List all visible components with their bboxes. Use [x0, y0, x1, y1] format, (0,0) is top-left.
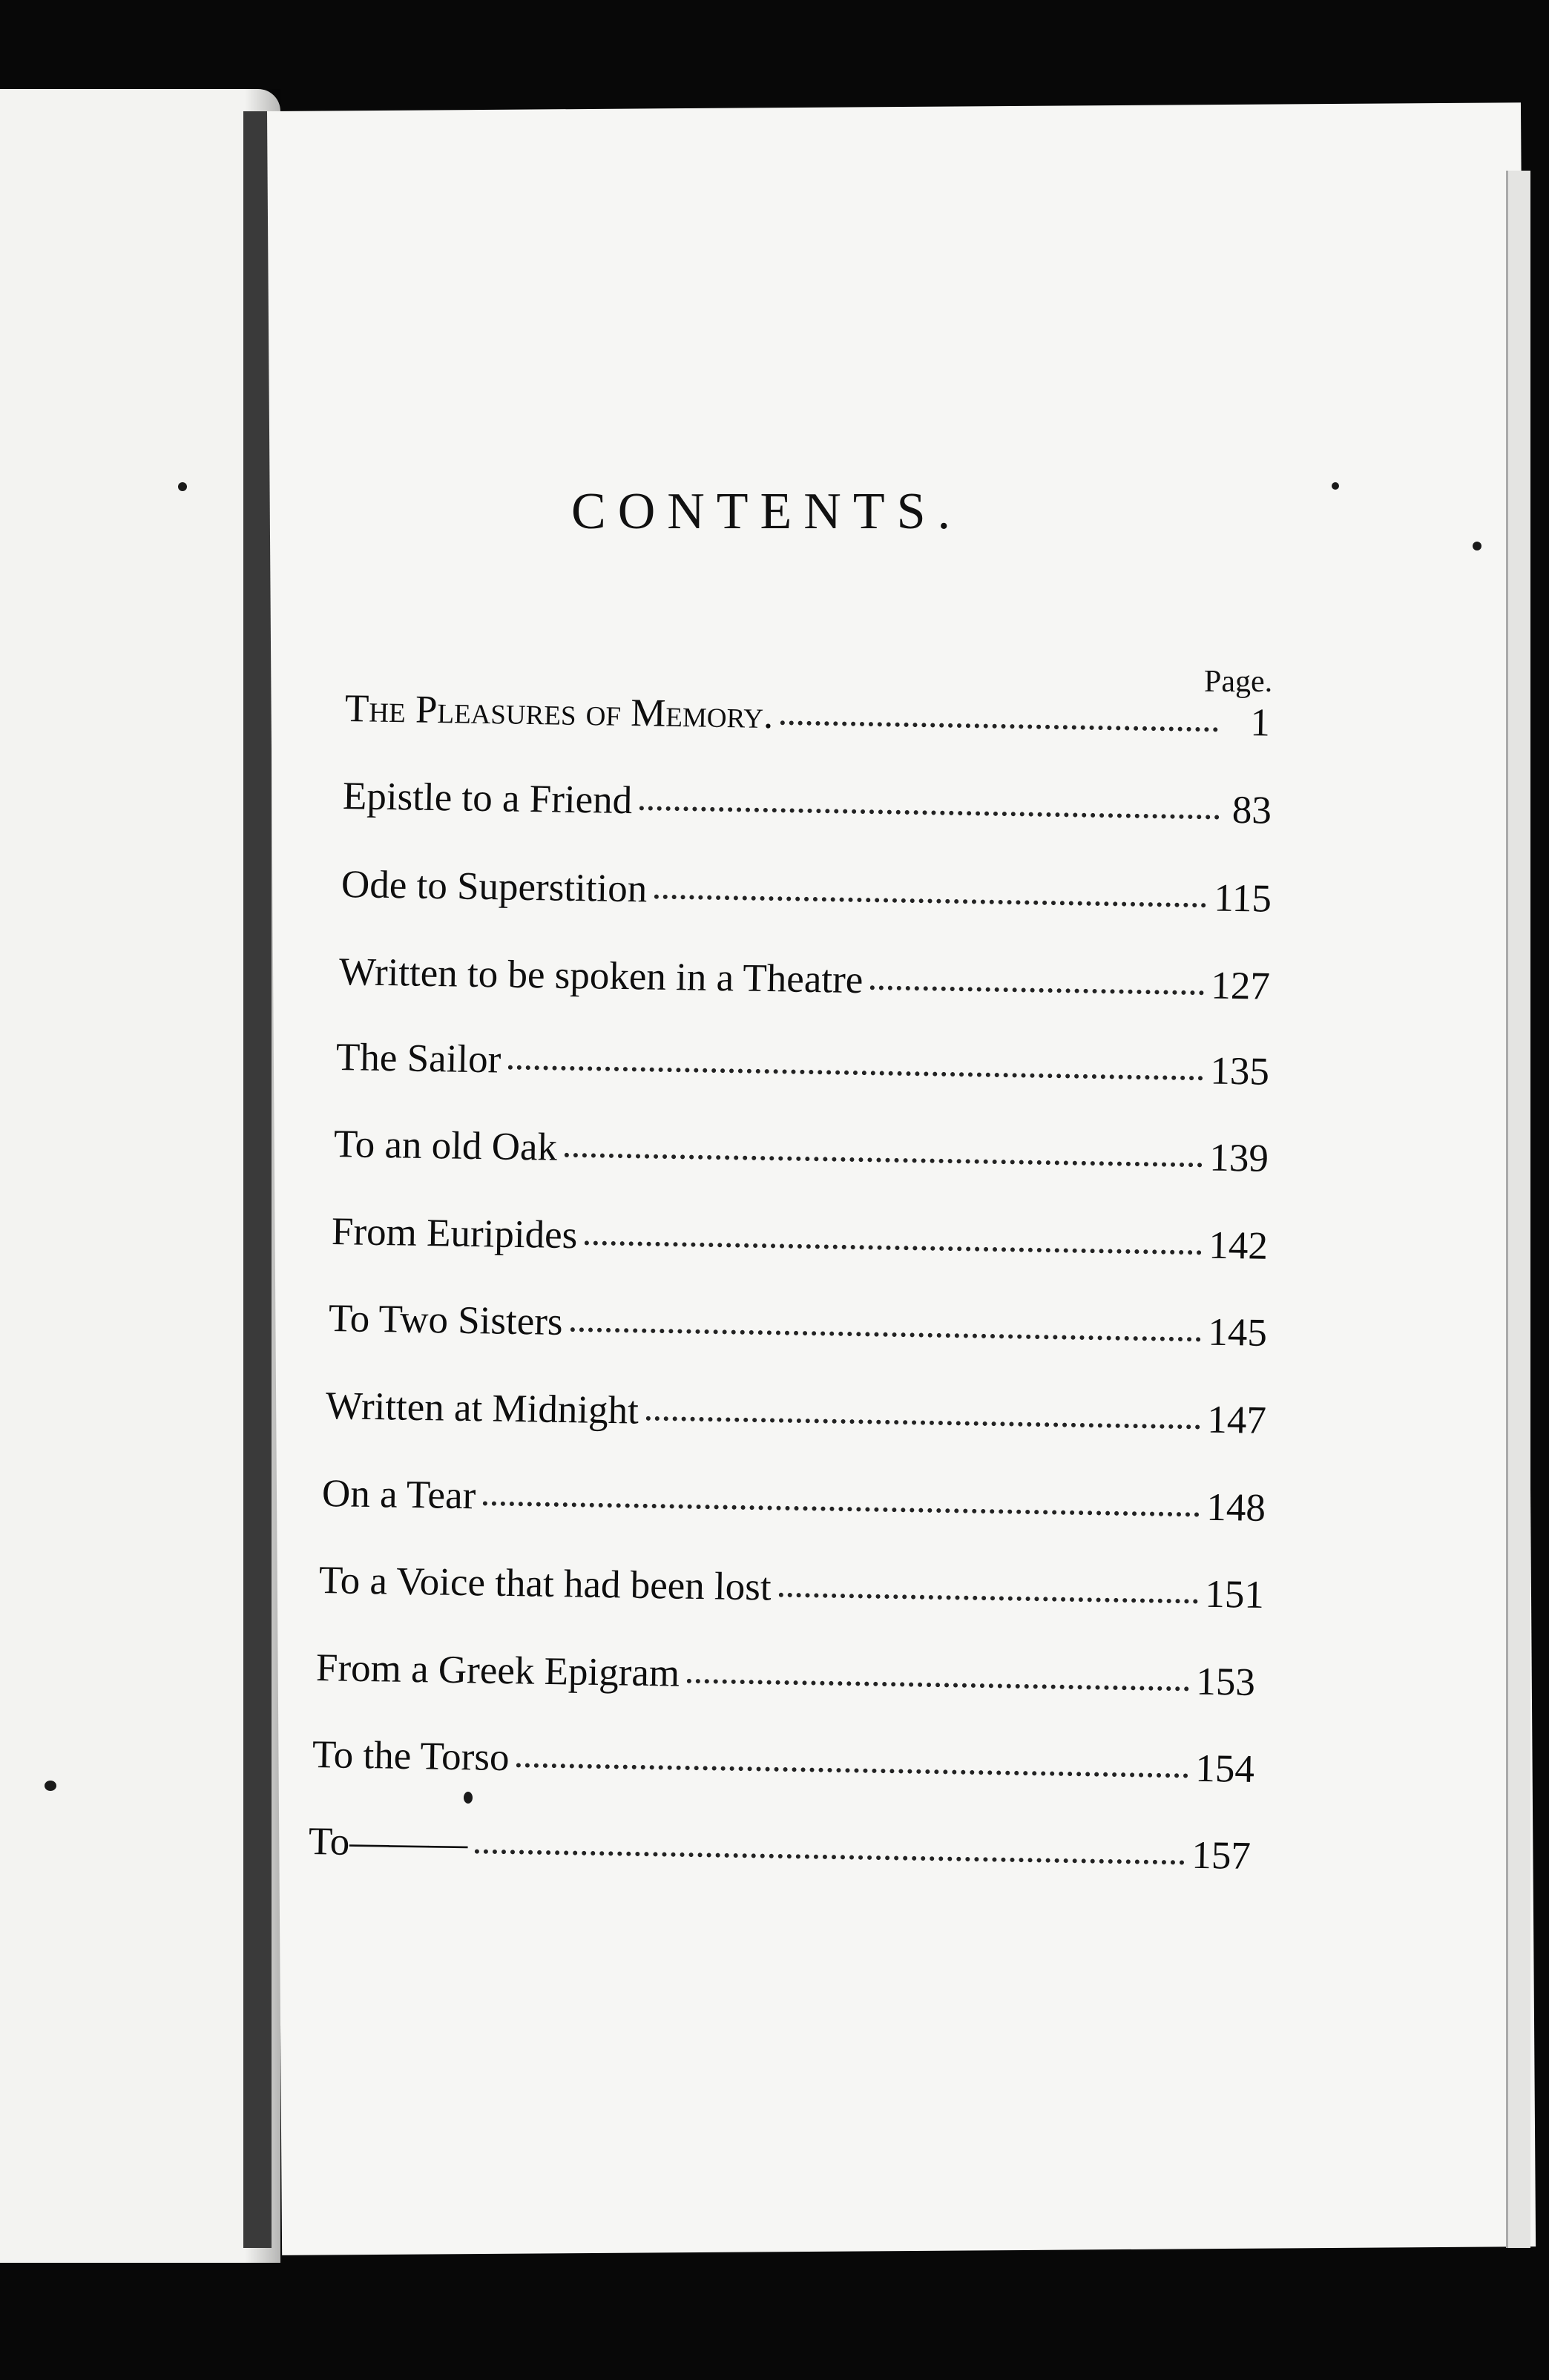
entry-page: 135 [1209, 1049, 1270, 1094]
dot-leader [646, 1416, 1200, 1430]
entry-page: 115 [1213, 876, 1272, 921]
entry-page: 147 [1206, 1398, 1267, 1442]
dot-leader [778, 1593, 1197, 1604]
entry-page: 148 [1206, 1485, 1266, 1530]
entry-title: To Two Sisters [328, 1297, 564, 1344]
toc-entry [321, 1471, 1266, 1538]
entry-page: 1 [1249, 701, 1271, 745]
entry-title: On a Tear [321, 1472, 476, 1518]
dot-leader [687, 1679, 1188, 1692]
toc-entry [342, 774, 1272, 841]
toc-entry [331, 1209, 1268, 1276]
dot-leader [475, 1850, 1184, 1865]
entry-page: 153 [1195, 1660, 1256, 1704]
entry-title: To——— [308, 1820, 468, 1866]
entry-title: To a Voice that had been lost [318, 1559, 772, 1609]
dot-leader [870, 985, 1203, 995]
entry-title: The Pleasures of Memory. [344, 687, 774, 737]
dot-leader [639, 806, 1220, 819]
dot-leader [565, 1153, 1203, 1167]
toc-entry [325, 1384, 1266, 1450]
entry-page: 145 [1207, 1310, 1268, 1355]
entry-page: 127 [1210, 964, 1271, 1008]
toc-entry [328, 1296, 1267, 1363]
entry-page: 139 [1208, 1136, 1269, 1180]
dot-leader [585, 1240, 1201, 1255]
dot-leader [654, 895, 1206, 908]
entry-page: 142 [1208, 1223, 1269, 1268]
dot-leader [516, 1763, 1188, 1778]
toc-entry [312, 1732, 1254, 1799]
entry-page: 151 [1204, 1572, 1265, 1617]
entry-title: To the Torso [312, 1733, 510, 1780]
dot-leader [508, 1065, 1203, 1081]
entry-title: To an old Oak [333, 1122, 558, 1169]
toc-entry [333, 1122, 1269, 1189]
entry-title: Written to be spoken in a Theatre [338, 950, 864, 1002]
entry-title: Ode to Superstition [341, 863, 648, 911]
entry-title: Written at Midnight [325, 1384, 639, 1433]
entry-page: 157 [1191, 1833, 1252, 1878]
entry-page: 83 [1231, 788, 1272, 832]
toc-entry [341, 862, 1272, 929]
page-column-header: Page. [1204, 665, 1273, 699]
page-title: CONTENTS. [571, 483, 963, 540]
toc-entry [335, 1035, 1269, 1102]
toc-entry [344, 686, 1270, 753]
dot-leader [570, 1327, 1200, 1341]
entry-title: From a Greek Epigram [315, 1646, 680, 1695]
toc-entry [318, 1558, 1264, 1625]
toc-entry [338, 950, 1270, 1016]
entry-title: The Sailor [335, 1036, 501, 1082]
entry-page: 154 [1194, 1746, 1255, 1791]
entry-title: Epistle to a Friend [342, 775, 633, 823]
dot-leader [780, 720, 1218, 732]
entry-title: From Euripides [331, 1210, 578, 1258]
toc-entry [308, 1819, 1251, 1886]
dot-leader [483, 1501, 1199, 1516]
toc-entry [315, 1646, 1255, 1712]
